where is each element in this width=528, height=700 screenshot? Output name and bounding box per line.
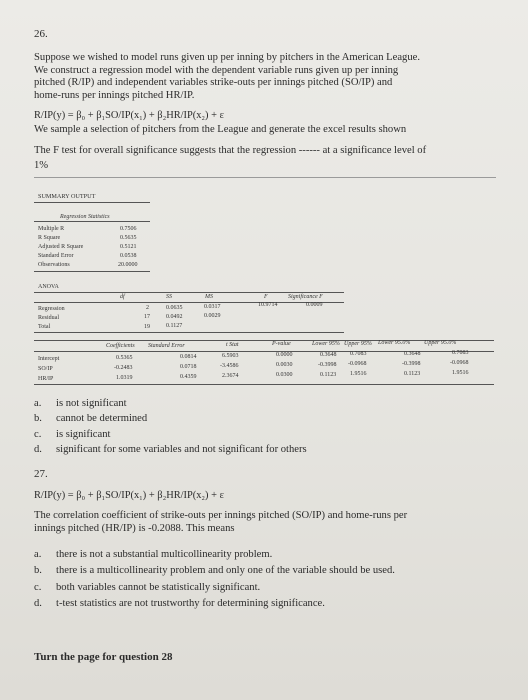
divider xyxy=(34,177,496,178)
option-text: is significant xyxy=(56,429,111,440)
question-26-number: 26. xyxy=(34,28,48,40)
option-label: a. xyxy=(34,549,42,560)
coef-cell: -0.2483 xyxy=(114,365,133,371)
intro-line: home-runs per innings pitched HR/IP. xyxy=(34,89,195,101)
anova-cell: 0.0029 xyxy=(204,313,221,319)
anova-cell: 19 xyxy=(144,324,150,330)
option-text: there is not a substantial multicollinearity problem. xyxy=(56,549,273,560)
anova-title: ANOVA xyxy=(38,284,59,290)
reg-stat-label: Standard Error xyxy=(38,253,74,259)
coef-cell: 0.1123 xyxy=(404,371,421,377)
coef-header: Standard Error xyxy=(148,343,185,349)
coef-cell: -0.3998 xyxy=(318,362,337,368)
anova-header: df xyxy=(120,294,125,300)
coef-cell: 6.5903 xyxy=(222,353,239,359)
q26-option-b xyxy=(34,413,147,426)
table-rule xyxy=(34,302,344,303)
coef-cell: 0.7083 xyxy=(350,351,367,357)
coef-cell: 0.4359 xyxy=(180,374,197,380)
question-27-number: 27. xyxy=(34,468,48,480)
option-text: cannot be determined xyxy=(56,413,148,424)
q27-text-line: innings pitched (HR/IP) is -0.2088. This means xyxy=(34,522,235,534)
table-rule xyxy=(34,384,494,385)
reg-stat-label: Adjusted R Square xyxy=(38,244,84,250)
coef-cell: 0.0000 xyxy=(276,352,293,358)
question-26-intro xyxy=(34,52,514,102)
anova-header: SS xyxy=(166,294,172,300)
table-rule xyxy=(34,332,344,333)
table-rule xyxy=(34,292,344,293)
reg-stat-value: 0.0538 xyxy=(120,253,137,259)
coef-cell: 0.0030 xyxy=(276,362,293,368)
question-26-equation: R/IP(y) = β₀ + β₁SO/IP(x₁) + β₂HR/IP(x₂) + ε xyxy=(34,110,224,121)
option-text: both variables cannot be statistically significant. xyxy=(56,582,261,593)
question-26-prompt-line1: The F test for overall significance suggests that the regression ------ at a significance level of xyxy=(34,145,427,156)
anova-cell: 0.1127 xyxy=(166,323,183,329)
option-text: there is a multicollinearity problem and only one of the variable should be used. xyxy=(56,565,395,576)
anova-cell: 17 xyxy=(144,314,150,320)
reg-stat-label: Multiple R xyxy=(38,226,65,232)
q27-option-d xyxy=(34,598,325,611)
summary-title: SUMMARY OUTPUT xyxy=(38,193,96,200)
option-label: b. xyxy=(34,565,42,576)
coef-cell: -0.0968 xyxy=(348,361,367,367)
option-text: t-test statistics are not trustworthy for determining significance. xyxy=(56,598,325,609)
reg-stats-header: Regression Statistics xyxy=(60,214,110,220)
coef-row-label: HR/IP xyxy=(38,376,54,382)
question-27-text xyxy=(34,510,514,535)
option-label: b. xyxy=(34,413,42,424)
coef-cell: 0.7083 xyxy=(452,350,469,356)
reg-stat-label: R Square xyxy=(38,235,61,241)
anova-header: MS xyxy=(205,294,213,300)
anova-row-label: Regression xyxy=(38,306,65,312)
intro-line: Suppose we wished to model runs given up per inning by pitchers in the American League. xyxy=(34,52,420,63)
coef-header: Upper 95.0% xyxy=(424,340,457,346)
coef-header: Lower 95% xyxy=(312,341,340,347)
coef-cell: 1.0319 xyxy=(116,375,133,381)
coef-cell: 0.0814 xyxy=(180,354,197,360)
anova-row-label: Total xyxy=(38,324,51,330)
coef-cell: 0.3648 xyxy=(320,352,337,358)
option-label: c. xyxy=(34,429,42,440)
coef-header: P-value xyxy=(272,341,291,347)
q27-option-b xyxy=(34,565,395,578)
q26-option-a xyxy=(34,398,127,411)
q26-option-c xyxy=(34,429,110,442)
coef-header: Lower 95.0% xyxy=(378,340,411,346)
option-text: is not significant xyxy=(56,398,127,409)
coef-cell: -0.3998 xyxy=(402,361,421,367)
option-label: d. xyxy=(34,598,42,609)
reg-stat-value: 20.0000 xyxy=(118,262,138,268)
table-rule xyxy=(34,221,150,222)
coef-cell: -0.0968 xyxy=(450,360,469,366)
table-rule xyxy=(34,271,150,272)
q26-option-d xyxy=(34,444,307,457)
coef-cell: 1.9516 xyxy=(350,371,367,377)
table-rule xyxy=(34,202,150,203)
anova-cell: 0.0635 xyxy=(166,305,183,311)
coef-cell: -3.4586 xyxy=(220,363,239,369)
coef-header: Upper 95% xyxy=(344,341,372,347)
question-27-equation: R/IP(y) = β₀ + β₁SO/IP(x₁) + β₂HR/IP(x₂) + ε xyxy=(34,490,224,501)
intro-line: pitched (R/IP) and independent variables strike-outs per innings pitched (SO/IP) and xyxy=(34,77,393,88)
footer-note: Turn the page for question 28 xyxy=(34,651,173,663)
coef-cell: 0.0300 xyxy=(276,372,293,378)
option-label: a. xyxy=(34,398,42,409)
anova-header: F xyxy=(264,294,268,300)
option-label: d. xyxy=(34,444,42,455)
question-26-sample-line: We sample a selection of pitchers from the League and generate the excel results shown xyxy=(34,124,407,135)
coef-cell: 2.3674 xyxy=(222,373,239,379)
q27-option-c xyxy=(34,582,260,595)
table-rule xyxy=(34,351,494,352)
q27-option-a xyxy=(34,549,272,562)
q27-text-line: The correlation coefficient of strike-outs per innings pitched (SO/IP) and home-runs per xyxy=(34,510,408,521)
coef-header: Coefficients xyxy=(106,343,135,349)
coef-cell: 1.9516 xyxy=(452,370,469,376)
reg-stat-value: 0.5121 xyxy=(120,244,137,250)
intro-line: We construct a regression model with the dependent variable runs given up per inning xyxy=(34,64,399,76)
coef-row-label: Intercept xyxy=(38,356,60,362)
anova-cell: 2 xyxy=(146,305,149,311)
coef-cell: 0.0718 xyxy=(180,364,197,370)
reg-stat-value: 0.7506 xyxy=(120,226,137,232)
question-26-prompt-line2: 1% xyxy=(34,160,49,171)
reg-stat-label: Observations xyxy=(38,262,70,268)
coef-row-label: SO/IP xyxy=(38,366,53,372)
anova-cell: 10.9714 xyxy=(258,302,278,308)
anova-row-label: Residual xyxy=(38,315,59,321)
option-text: significant for some variables and not significant for others xyxy=(56,444,307,455)
reg-stat-value: 0.5635 xyxy=(120,235,137,241)
coef-header: t Stat xyxy=(226,342,239,348)
coef-cell: 0.1123 xyxy=(320,372,337,378)
coef-cell: 0.3648 xyxy=(404,351,421,357)
coef-cell: 0.5365 xyxy=(116,355,133,361)
anova-cell: 0.0317 xyxy=(204,304,221,310)
anova-cell: 0.0009 xyxy=(306,302,323,308)
anova-cell: 0.0492 xyxy=(166,314,183,320)
option-label: c. xyxy=(34,582,42,593)
anova-header: Significance F xyxy=(288,294,323,300)
